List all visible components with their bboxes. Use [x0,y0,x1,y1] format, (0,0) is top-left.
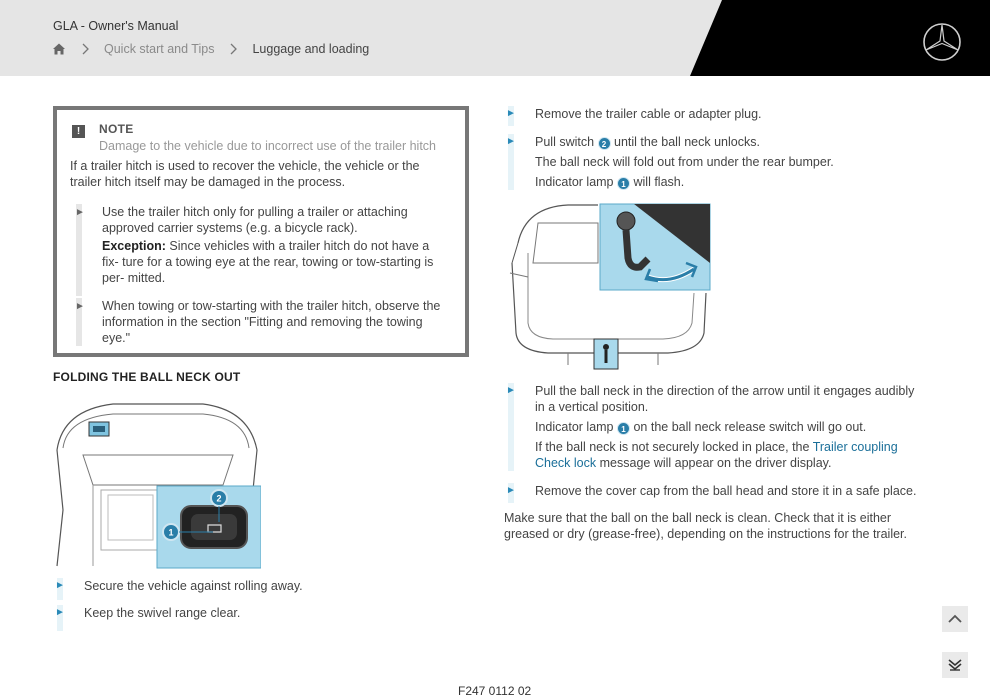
step-text: on the ball neck release switch will go out. [633,420,867,434]
caret-right-icon: ► [75,301,85,312]
mercedes-star-logo [922,22,962,62]
step-item [504,483,924,503]
step-text: Remove the cover cap from the ball head and store it in a safe place. [535,484,917,498]
note-bullet-text: Use the trailer hitch only for pulling a trailer or attaching approved carrier systems (e.g. a bicycle rack). [102,205,408,235]
step-item [53,578,473,600]
step-item [504,134,924,190]
chevron-right-icon [80,43,90,55]
header [0,0,990,76]
marker-two: 2 [216,493,222,504]
step-text: message will appear on the driver display. [599,456,832,470]
chevron-collapse-icon [947,658,963,672]
step-text: Indicator lamp [535,420,614,434]
scroll-up-button[interactable] [942,606,968,632]
caret-right-icon: ► [506,136,516,147]
figure-code: F247 0112 02 [458,684,532,698]
breadcrumb-current: Luggage and loading [252,42,370,56]
caret-right-icon: ► [55,607,65,618]
exception-label: Exception: [102,239,166,253]
step-item [504,383,924,471]
breadcrumb-quick-start[interactable]: Quick start and Tips [104,42,215,56]
lamp-marker-1: 1 [617,422,630,435]
note-bullet-text: When towing or tow-starting with the trailer hitch, observe the information in the section "Fitting and removing the towing eye." [102,299,441,345]
step-text: until the ball neck unlocks. [614,135,760,149]
note-bullet [71,298,451,346]
collapse-button[interactable] [942,652,968,678]
step-item [504,106,924,126]
marker-one: 1 [168,527,174,538]
step-item [53,605,473,631]
scroll-up-icon [948,614,962,624]
closing-paragraph: Make sure that the ball on the ball neck is clean. Check that it is either greased or dry (grease-free), depending on the instructions for the trailer. [504,511,907,541]
switch-marker-2: 2 [598,137,611,150]
note-body: If a trailer hitch is used to recover the vehicle, the vehicle or the trailer hitch itself may be damaged in the process. [70,159,420,189]
step-text: If the ball neck is not securely locked in place, the [535,440,810,454]
step-text: Indicator lamp [535,175,614,189]
trailer-coupling-message-link[interactable]: Trailer coupling Check lock [535,440,898,470]
step-text: Secure the vehicle against rolling away. [84,579,303,593]
ball-neck-illustration [508,203,712,371]
caret-right-icon: ► [55,580,65,591]
app-title: GLA - Owner's Manual [53,19,179,33]
step-text: will flash. [633,175,685,189]
tailgate-switch-illustration [53,400,261,570]
step-text: Keep the swivel range clear. [84,606,241,620]
lamp-marker-1: 1 [617,177,630,190]
caret-right-icon: ► [75,207,85,218]
section-title: FOLDING THE BALL NECK OUT [53,370,241,384]
caret-right-icon: ► [506,385,516,396]
step-text: Pull the ball neck in the direction of the arrow until it engages audibly in a vertical position. [535,384,915,414]
step-text: Pull switch [535,135,595,149]
home-icon[interactable] [52,42,66,56]
exception-text: Since vehicles with a trailer hitch do not have a fix- ture for a towing eye at the rear, towing or tow-starting is per- mitted. [102,239,434,285]
chevron-right-icon [228,43,238,55]
note-bullet [71,204,451,296]
note-heading: NOTE [99,122,134,136]
caret-right-icon: ► [506,485,516,496]
note-box [53,106,469,357]
breadcrumb [52,42,369,56]
caret-right-icon: ► [506,108,516,119]
step-text: Remove the trailer cable or adapter plug. [535,107,762,121]
note-subheading: Damage to the vehicle due to incorrect use of the trailer hitch [99,139,436,153]
step-result: The ball neck will fold out from under the rear bumper. [535,155,834,169]
warning-icon: ! [72,125,85,138]
